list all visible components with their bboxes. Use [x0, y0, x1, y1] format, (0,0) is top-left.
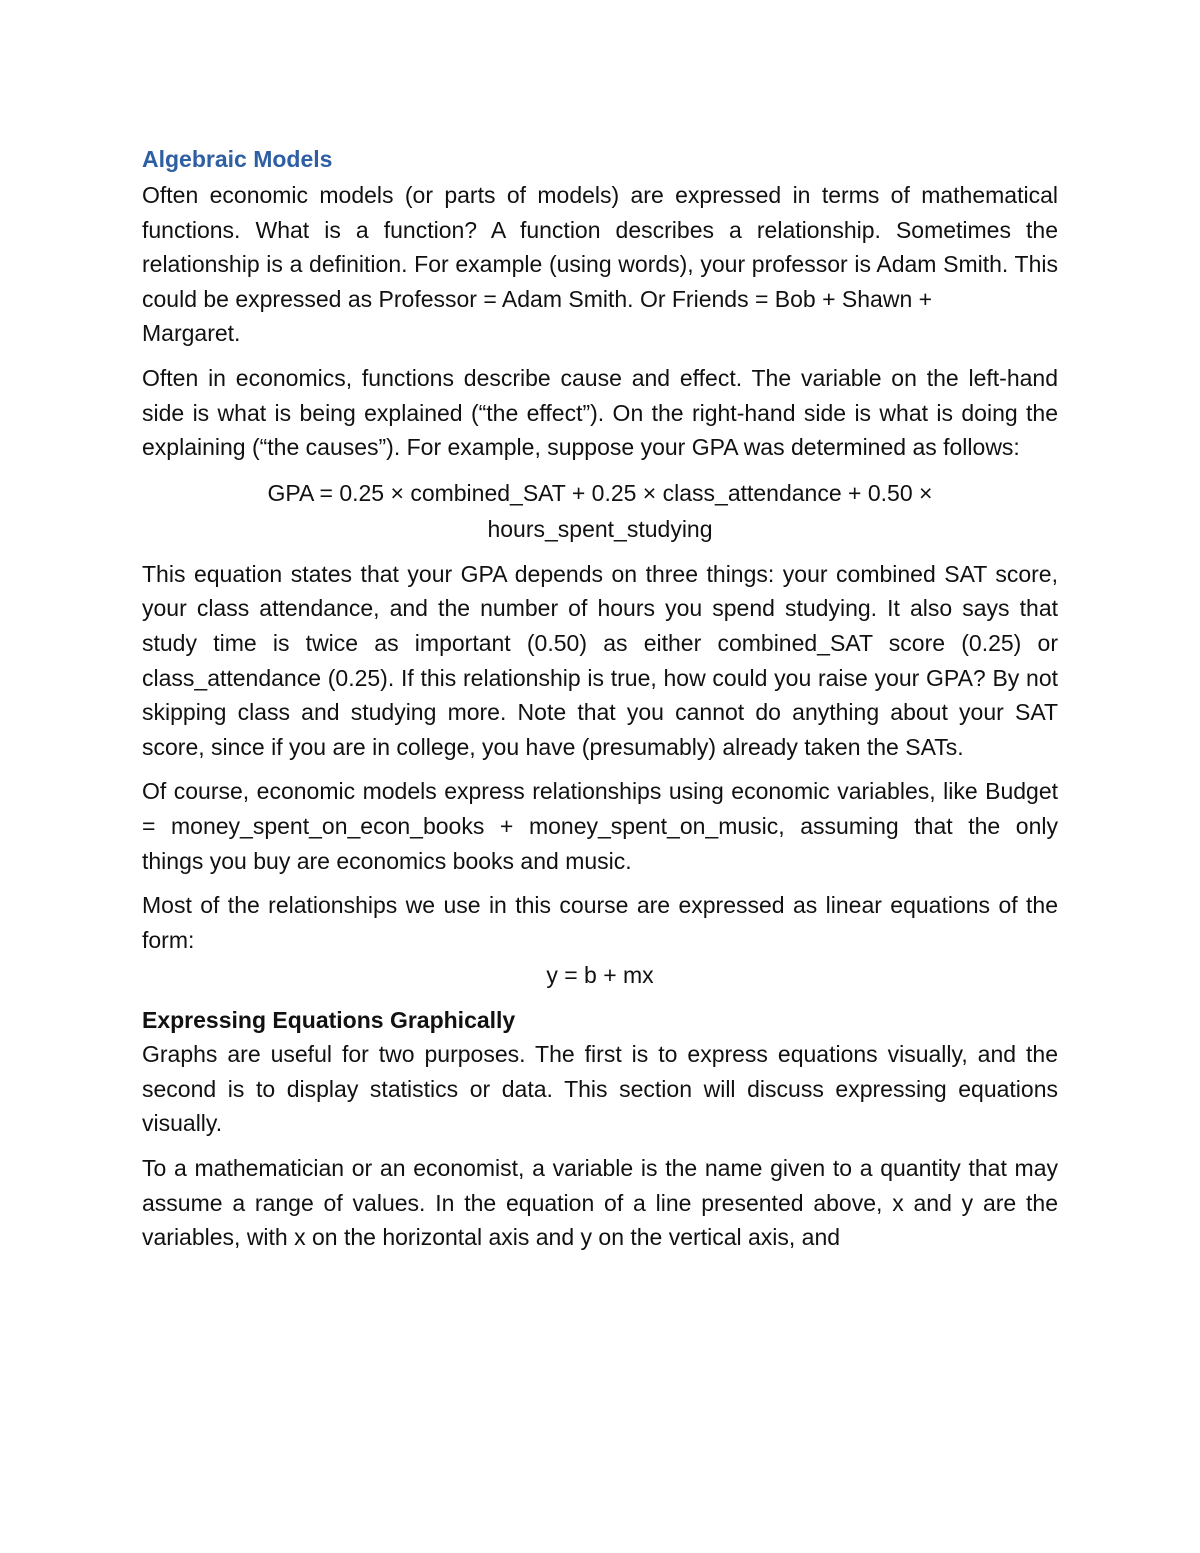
heading-algebraic-models: Algebraic Models — [142, 146, 333, 172]
gpa-equation-line1: GPA = 0.25 × combined_SAT + 0.25 × class_attendance + 0.50 × — [267, 479, 933, 506]
gpa-equation-line2: hours_spent_studying — [487, 515, 713, 542]
paragraph-functions-intro: Often economic models (or parts of models) are expressed in terms of mathematical functions. What is a function? A function describes a relationship. Sometimes the relationship is a definition. For example (using words), your professor is Adam Smith. This could be expressed as Professor = Adam Smith. Or Friends = Bob + Shawn + — [142, 182, 1058, 312]
paragraph-functions-intro-end: Margaret. — [142, 320, 241, 347]
linear-equation: y = b + mx — [546, 962, 654, 989]
paragraph-gpa-explanation: This equation states that your GPA depends on three things: your combined SAT score, your class attendance, and the number of hours you spend studying. It also says that study time is twice as important (0.50) as either combined_SAT score (0.25) or class_attendance (0.25). If this relationship is true, how could you raise your GPA? By not skipping class and studying more. Note that you cannot do anything about your SAT score, since if you are in college, you have (presumably) already taken the SATs. — [142, 560, 1058, 760]
document-page — [142, 140, 1058, 1265]
paragraph-graph-purposes: Graphs are useful for two purposes. The first is to express equations visually, and the second is to display statistics or data. This section will discuss expressing equations visually. — [142, 1041, 1058, 1137]
paragraph-economic-variables: Of course, economic models express relationships using economic variables, like Budget = money_spent_on_econ_books + money_spent_on_music, assuming that the only things you buy are economics books and music. — [142, 778, 1058, 874]
gpa-equation — [142, 475, 1058, 547]
paragraph-cause-effect: Often in economics, functions describe cause and effect. The variable on the left-hand side is what is being explained (“the effect”). On the right-hand side is what is doing the explaining (“the causes”). For example, suppose your GPA was determined as follows: — [142, 364, 1058, 461]
paragraph-variables-definition: To a mathematician or an economist, a variable is the name given to a quantity that may assume a range of values. In the equation of a line presented above, x and y are the variables, with x on the horizontal axis and y on the vertical axis, and — [142, 1155, 1058, 1251]
paragraph-linear-equations: Most of the relationships we use in this course are expressed as linear equations of the form: — [142, 892, 1058, 953]
heading-expressing-equations-graphically: Expressing Equations Graphically — [142, 1007, 516, 1034]
